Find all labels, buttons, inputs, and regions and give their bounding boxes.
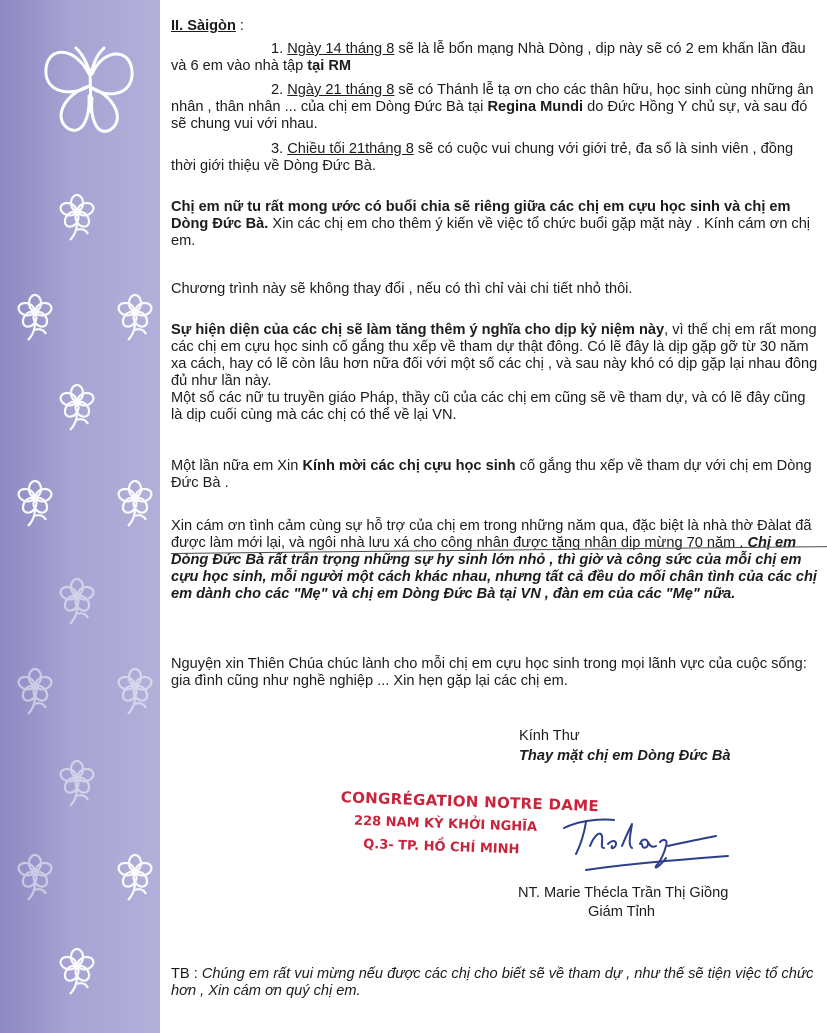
item2-bold: Regina Mundi: [487, 99, 584, 115]
handwritten-signature: [556, 806, 736, 876]
signer-block: [518, 885, 818, 921]
item2-date: Ngày 21 tháng 8: [287, 82, 395, 98]
paragraph-1: [171, 199, 819, 250]
stamp-line-3: Q.3- TP. HỒ CHÍ MINH: [362, 836, 520, 858]
para3-text: , vì thế chị em rất mong các chị em cựu học sinh cố gắng thu xếp về tham dự thật đông. Có lẽ đây là dịp gặp gỡ từ 30 năm xa cách, hay có lẽ còn lâu hơn nữa đối với một số các chị , và sau này khó có dịp gặp lại nhau đông đủ như lần này.: [171, 322, 818, 389]
item1-date: Ngày 14 tháng 8: [287, 41, 395, 57]
para1-bold: Chị em nữ tu rất mong ước có buổi chia sẽ riêng giữa các chị em cựu học sinh và chị em Dòng Đức Bà.: [171, 199, 791, 232]
flower-icon: [110, 666, 160, 716]
flower-icon: [52, 576, 102, 626]
section-heading-text: II. Sàigòn: [171, 18, 236, 34]
paragraph-5: [171, 518, 819, 603]
flower-icon: [10, 852, 60, 902]
flower-icon: [110, 292, 160, 342]
para3-bold: Sự hiện diện của các chị sẽ làm tăng thêm ý nghĩa cho dịp kỷ niệm này: [171, 322, 665, 338]
flower-icon: [52, 758, 102, 808]
item3-text: sẽ có cuộc vui chung với giới trẻ, đa số là sinh viên , đồng thời giới thiệu về Dòng Đức Bà.: [171, 141, 794, 174]
postscript: [171, 966, 819, 1000]
flower-icon: [52, 382, 102, 432]
signer-name: NT. Marie Thécla Trần Thị Giồng: [518, 885, 729, 901]
flower-icon: [10, 478, 60, 528]
decorative-sidebar: [0, 0, 160, 1033]
paragraph-6: Nguyện xin Thiên Chúa chúc lành cho mỗi chị em cựu học sinh trong mọi lãnh vực của cuộc sống: gia đình cũng như nghề nghiệp ... Xin hẹn gặp lại các chị em.: [171, 656, 807, 689]
item1-text: sẽ là lễ bổn mạng Nhà Dòng , dịp này sẽ có 2 em khấn lần đầu và 6 em vào nhà tập: [171, 41, 806, 74]
stamp-line-1: CONGRÉGATION NOTRE DAME: [340, 788, 600, 816]
para4-text: Một lần nữa em Xin: [171, 458, 303, 474]
closing: [519, 728, 819, 765]
section-heading: [171, 18, 819, 35]
para3-text2: Một số các nữ tu truyền giáo Pháp, thầy cũ của các chị em cũng sẽ về tham dự, và có lẽ đây cũng là dịp cuối cùng mà các chị có thể về lại VN.: [171, 390, 806, 423]
closing-salutation: Kính Thư: [519, 728, 580, 744]
paragraph-3: [171, 322, 819, 424]
flower-icon: [52, 946, 102, 996]
butterfly-icon: [34, 34, 144, 144]
item2-number: 2.: [271, 82, 288, 98]
stamp-line-2: 228 NAM KỲ KHỞI NGHĨA: [353, 813, 538, 836]
item3-number: 3.: [271, 141, 288, 157]
item2-text: sẽ có Thánh lễ tạ ơn cho các thân hữu, học sinh cùng những ân nhân , thân nhân ... của chị em Dòng Đức Bà tại: [171, 82, 814, 115]
paragraph-2: Chương trình này sẽ không thay đổi , nếu có thì chỉ vài chi tiết nhỏ thôi.: [171, 281, 633, 297]
schedule-item-1: [171, 41, 819, 75]
schedule-item-2: [171, 82, 819, 133]
paragraph-4: [171, 458, 819, 492]
flower-icon: [110, 852, 160, 902]
organization-stamp: [339, 788, 600, 859]
letter-body: [171, 0, 821, 1033]
postscript-prefix: TB :: [171, 966, 202, 982]
flower-icon: [10, 666, 60, 716]
para4-bold: Kính mời các chị cựu học sinh: [302, 458, 516, 474]
item1-bold: tại RM: [307, 58, 352, 74]
para5-bold-italic: Chị em Dòng Đức Bà rất trân trọng những sự hy sinh lớn nhỏ , thì giờ và công sức của mỗi chị em cựu học sinh, mỗi người một cách khác nhau, nhưng tất cả đều do mối chân tình của các chị em dành cho các "Mẹ" và chị em Dòng Đức Bà tại VN , đàn em của các "Mẹ" nữa.: [171, 535, 817, 602]
closing-on-behalf: Thay mặt chị em Dòng Đức Bà: [519, 748, 731, 764]
flower-icon: [52, 192, 102, 242]
postscript-text: Chúng em rất vui mừng nếu được các chị cho biết sẽ về tham dự , như thế sẽ tiện việc tổ chức hơn , Xin cám ơn quý chị em.: [171, 966, 814, 999]
item2-text2: do Đức Hồng Y chủ sự, và sau đó sẽ chung vui với nhau.: [171, 99, 808, 132]
schedule-item-3: [171, 141, 819, 175]
section-heading-suffix: :: [235, 18, 244, 34]
para4-text2: cố gắng thu xếp về tham dự với chị em Dòng Đức Bà .: [171, 458, 812, 491]
para5-text: Xin cám ơn tình cảm cùng sự hỗ trợ của chị em trong những năm qua, đặc biệt là nhà thờ Đàlat đã được làm mới lại, và ngôi nhà lưu xá cho công nhân được tặng nhân dịp mừng 70 năm .: [171, 518, 812, 551]
para1-text: Xin các chị em cho thêm ý kiến về việc tổ chức buổi gặp mặt này . Kính cám ơn chị em.: [171, 216, 811, 249]
flower-icon: [10, 292, 60, 342]
item1-number: 1.: [271, 41, 288, 57]
signer-title: Giám Tỉnh: [588, 904, 656, 920]
item3-date: Chiều tối 21tháng 8: [287, 141, 414, 157]
flower-icon: [110, 478, 160, 528]
